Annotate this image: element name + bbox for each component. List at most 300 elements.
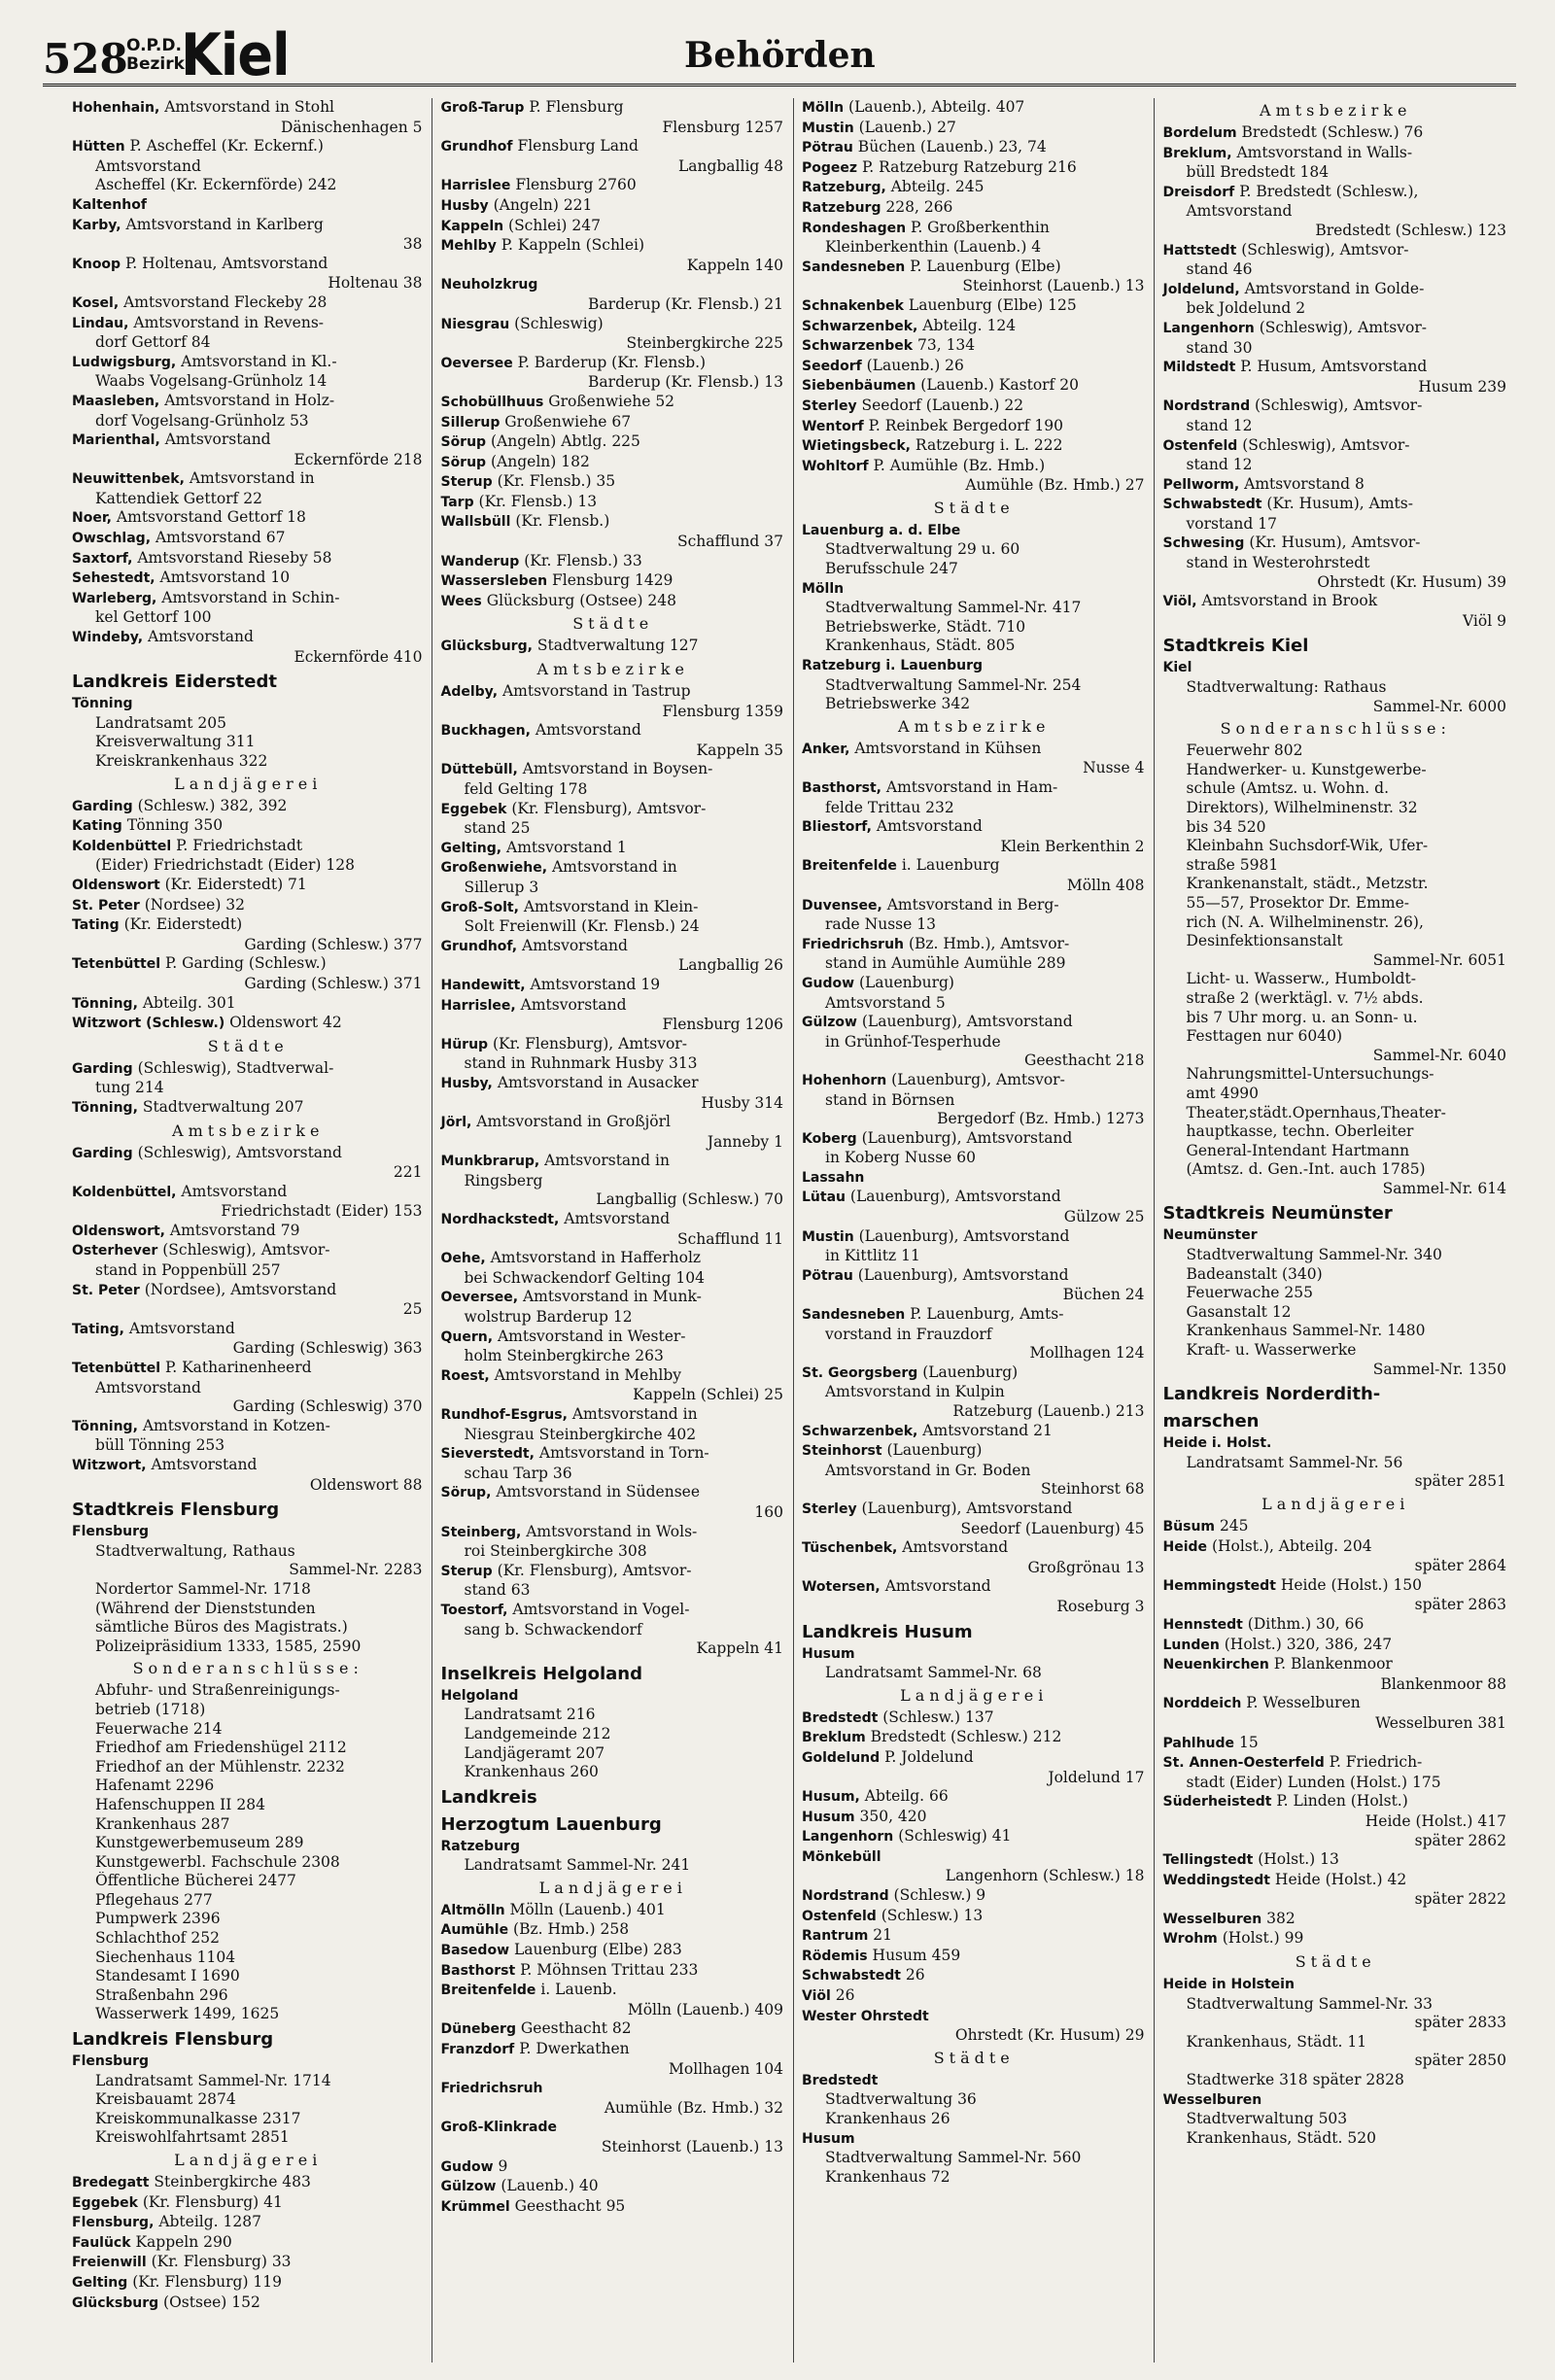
directory-entry: Ringsberg	[464, 1171, 543, 1190]
directory-entry: Landratsamt Sammel-Nr. 68	[824, 1664, 1042, 1682]
directory-entry: Hohenhain, Amtsvorstand in Stohl	[72, 98, 335, 116]
directory-entry: Kunstgewerbemuseum 289	[95, 1834, 304, 1852]
directory-entry: Handewitt, Amtsvorstand 19	[440, 975, 661, 993]
entry-place: Wees	[440, 593, 482, 609]
directory-entry: Tetenbüttel P. Garding (Schlesw.)	[72, 954, 327, 973]
entry-place: Noer,	[72, 510, 112, 527]
entry-place: Wesselburen	[1162, 2091, 1262, 2108]
directory-entry: Pahlhude 15	[1162, 1733, 1259, 1751]
directory-entry: Mölln 408	[1066, 876, 1145, 894]
entry-place: Breklum	[801, 1730, 866, 1746]
directory-entry: Oldenswort (Kr. Eiderstedt) 71	[72, 875, 307, 893]
directory-entry: Anker, Amtsvorstand in Kühsen	[801, 739, 1042, 757]
directory-entry: Klein Berkenthin 2	[1000, 837, 1145, 855]
directory-entry: später 2863	[1414, 1596, 1506, 1614]
entry-place: Viöl	[801, 1988, 831, 2005]
directory-entry: Kating Tönning 350	[72, 816, 224, 835]
entry-place: Neumünster	[1162, 1227, 1258, 1244]
directory-entry: Barderup (Kr. Flensb.) 21	[588, 294, 783, 313]
entry-place: Bliestorf,	[801, 819, 872, 836]
entry-place: Schwarzenbek,	[801, 1423, 918, 1439]
directory-entry: Oeversee P. Barderup (Kr. Flensb.)	[440, 353, 707, 371]
directory-entry: Krankenhaus 260	[464, 1763, 599, 1781]
entry-place: Glücksburg	[72, 2294, 159, 2311]
directory-entry: Steinhorst (Lauenb.) 13	[962, 277, 1145, 295]
entry-place: Ratzeburg,	[801, 180, 886, 196]
directory-entry: Wotersen, Amtsvorstand	[801, 1577, 991, 1596]
directory-entry: Franzdorf P. Dwerkathen	[440, 2040, 630, 2058]
directory-entry: Kreisbauamt 2874	[95, 2090, 236, 2109]
directory-entry: Basedow Lauenburg (Elbe) 283	[440, 1941, 682, 1959]
directory-entry: (Amtsz. d. Gen.-Int. auch 1785)	[1186, 1160, 1426, 1179]
directory-entry: Eggebek (Kr. Flensburg) 41	[72, 2192, 283, 2211]
district-heading: marschen	[1162, 1411, 1260, 1432]
directory-entry: Straßenbahn 296	[95, 1985, 228, 2004]
directory-entry: Mölln (Lauenb.), Abteilg. 407	[801, 98, 1025, 116]
district-heading: Inselkreis Helgoland	[440, 1663, 643, 1684]
directory-entry: Kreiskrankenhaus 322	[95, 752, 268, 770]
directory-entry: Hafenschuppen II 284	[95, 1795, 265, 1813]
directory-entry: Stadtwerke 318 später 2828	[1186, 2071, 1404, 2089]
directory-entry: Schafflund 11	[676, 1229, 783, 1248]
directory-entry: Hafenamt 2296	[95, 1776, 215, 1795]
directory-entry: Landratsamt 216	[464, 1706, 596, 1724]
directory-entry: Noer, Amtsvorstand Gettorf 18	[72, 508, 306, 527]
entry-place: Ostenfeld	[801, 1908, 877, 1924]
directory-entry: Koberg (Lauenburg), Amtsvorstand	[801, 1128, 1073, 1147]
directory-entry: Standesamt I 1690	[95, 1967, 240, 1985]
directory-entry: Neuenkirchen P. Blankenmoor	[1162, 1655, 1393, 1673]
directory-entry: Rödemis Husum 459	[801, 1946, 961, 1964]
directory-entry: Breitenfelde i. Lauenburg	[801, 856, 1000, 875]
entry-place: Schwabstedt	[1162, 497, 1262, 513]
directory-entry: Tönning, Amtsvorstand in Kotzen-	[72, 1416, 330, 1434]
entry-place: Tüschenbek,	[801, 1540, 898, 1557]
directory-entry: stadt (Eider) Lunden (Holst.) 175	[1186, 1773, 1441, 1791]
directory-entry: Garding (Schleswig) 363	[232, 1339, 423, 1358]
entry-place: Sörup	[440, 434, 487, 451]
directory-entry: Niesgrau (Schleswig)	[440, 314, 604, 332]
subsection-heading: Sonderanschlüsse:	[1220, 719, 1451, 739]
entry-place: St. Annen-Oesterfeld	[1162, 1755, 1325, 1772]
directory-entry: Wentorf P. Reinbek Bergedorf 190	[801, 416, 1063, 434]
directory-entry: Ascheffel (Kr. Eckernförde) 242	[95, 176, 337, 194]
entry-place: Bredegatt	[72, 2175, 150, 2190]
directory-entry	[440, 1686, 785, 1707]
directory-entry: bis 34 520	[1186, 817, 1266, 836]
directory-entry: Ostenfeld (Schlesw.) 13	[801, 1906, 984, 1924]
entry-place: Goldelund	[801, 1749, 881, 1766]
entry-place: Hemmingstedt	[1162, 1577, 1276, 1594]
directory-entry: St. Peter (Nordsee), Amtsvorstand	[72, 1280, 337, 1298]
subsection-heading: Städte	[933, 498, 1015, 517]
entry-place: Gülzow	[801, 1015, 857, 1031]
directory-entry: Grundhof, Amtsvorstand	[440, 936, 628, 954]
directory-entry: Koldenbüttel P. Friedrichstadt	[72, 836, 303, 854]
entry-place: Witzwort (Schlesw.)	[72, 1016, 225, 1032]
directory-entry: Viöl 26	[801, 1986, 855, 2005]
directory-entry: Friedhof an der Mühlenstr. 2232	[95, 1757, 345, 1776]
directory-entry: rade Nusse 13	[824, 915, 936, 934]
directory-entry	[440, 2118, 785, 2138]
directory-entry: Gülzow 25	[1063, 1208, 1145, 1226]
directory-entry	[802, 2129, 1147, 2150]
directory-entry: sang b. Schwackendorf	[464, 1620, 642, 1638]
entry-place: Sterup	[440, 474, 493, 491]
directory-entry: Kattendiek Gettorf 22	[95, 489, 262, 507]
directory-entry: stand in Börnsen	[824, 1090, 955, 1109]
directory-entry: Koldenbüttel, Amtsvorstand	[72, 1182, 288, 1200]
entry-place: Koldenbüttel	[72, 838, 172, 854]
entry-place: Oeversee,	[440, 1290, 519, 1306]
directory-entry: Mildstedt P. Husum, Amtsvorstand	[1162, 358, 1428, 376]
entry-place: Basedow	[440, 1943, 510, 1959]
directory-entry: Krankenhaus 287	[95, 1814, 230, 1833]
directory-entry: Hennstedt (Dithm.) 30, 66	[1162, 1614, 1365, 1633]
entry-place: Husum	[801, 1645, 855, 1662]
directory-entry: Breitenfelde i. Lauenb.	[440, 1981, 617, 1999]
entry-place: Rantrum	[801, 1928, 869, 1945]
directory-entry: Langenhorn (Schlesw.) 18	[945, 1867, 1145, 1885]
directory-entry: Sammel-Nr. 6040	[1372, 1046, 1506, 1064]
directory-entry	[802, 579, 1147, 600]
entry-place: Heide i. Holst.	[1162, 1435, 1272, 1452]
directory-entry: Karby, Amtsvorstand in Karlberg	[72, 215, 324, 233]
directory-entry: stand in Westerohrstedt	[1186, 554, 1370, 572]
entry-place: Basthorst	[440, 1962, 516, 1979]
directory-entry: Windeby, Amtsvorstand	[72, 628, 254, 646]
entry-place: Wohltorf	[801, 458, 869, 474]
entry-place: Lunden	[1162, 1637, 1220, 1653]
entry-place: Garding	[72, 798, 133, 814]
directory-entry: Saxtorf, Amtsvorstand Rieseby 58	[72, 548, 332, 567]
entry-place: St. Peter	[72, 1282, 140, 1298]
directory-entry: Witzwort, Amtsvorstand	[72, 1456, 258, 1473]
entry-place: Rondeshagen	[801, 220, 907, 236]
directory-entry: Wasserwerk 1499, 1625	[95, 2005, 280, 2023]
directory-entry: Garding (Schleswig), Stadtverwal-	[72, 1058, 334, 1077]
directory-entry: Basthorst, Amtsvorstand in Ham-	[801, 778, 1058, 796]
entry-place: Kiel	[1162, 660, 1192, 676]
entry-place: Owschlag,	[72, 531, 152, 547]
directory-entry: Schwarzenbek, Amtsvorstand 21	[801, 1421, 1053, 1439]
directory-entry: Büchen 24	[1062, 1286, 1145, 1304]
entry-place: Knoop	[72, 256, 121, 272]
entry-place: Ludwigsburg,	[72, 354, 177, 370]
directory-entry: Munkbrarup, Amtsvorstand in	[440, 1152, 670, 1170]
directory-entry: Eckernförde 410	[294, 647, 423, 666]
directory-entry: Sehestedt, Amtsvorstand 10	[72, 569, 291, 587]
directory-entry: schau Tarp 36	[464, 1464, 572, 1482]
entry-place: Karby,	[72, 217, 121, 233]
entry-place: Ostenfeld	[1162, 437, 1238, 454]
directory-entry: Berufsschule 247	[824, 560, 958, 578]
directory-entry: Hütten P. Ascheffel (Kr. Eckernf.)	[72, 137, 324, 155]
directory-entry: Garding (Schleswig) 370	[232, 1397, 423, 1416]
directory-entry: Krankenhaus 26	[824, 2110, 950, 2127]
directory-entry: Steinberg, Amtsvorstand in Wols-	[440, 1522, 698, 1540]
entry-place: Langenhorn	[1162, 320, 1255, 336]
directory-entry: Wesselburen 382	[1162, 1909, 1296, 1927]
entry-place: Wesselburen	[1162, 1911, 1262, 1927]
directory-entry: 55—57, Prosektor Dr. Emme-	[1186, 893, 1409, 912]
directory-entry: Harrislee, Amtsvorstand	[440, 995, 627, 1014]
entry-place: Seedorf	[801, 358, 862, 374]
directory-entry: Sieverstedt, Amtsvorstand in Torn-	[440, 1444, 709, 1463]
entry-place: Niesgrau	[440, 316, 510, 332]
directory-entry: betrieb (1718)	[95, 1700, 206, 1718]
directory-entry: Bergedorf (Bz. Hmb.) 1273	[937, 1110, 1145, 1128]
directory-entry: Dreisdorf P. Bredstedt (Schlesw.),	[1162, 182, 1419, 200]
entry-place: Neuenkirchen	[1162, 1657, 1269, 1673]
entry-place: Tetenbüttel	[72, 1361, 161, 1377]
directory-entry: (Während der Dienststunden	[95, 1599, 316, 1617]
directory-entry: Marienthal, Amtsvorstand	[72, 431, 271, 449]
directory-entry: Gelting (Kr. Flensburg) 119	[72, 2272, 282, 2291]
directory-entry: Direktors), Wilhelminenstr. 32	[1186, 799, 1418, 816]
directory-entry: Gasanstalt 12	[1186, 1302, 1292, 1321]
entry-place: Langenhorn	[801, 1829, 894, 1845]
entry-place: Mölln	[801, 580, 845, 597]
directory-entry: hauptkasse, techn. Oberleiter	[1186, 1122, 1414, 1141]
entry-place: Heide in Holstein	[1162, 1977, 1295, 1993]
directory-entry: Tating (Kr. Eiderstedt)	[72, 915, 243, 934]
directory-entry: Sammel-Nr. 6051	[1372, 950, 1506, 969]
directory-entry: Hohenhorn (Lauenburg), Amtsvor-	[801, 1070, 1065, 1088]
directory-entry: Stadtverwaltung Sammel-Nr. 417	[824, 599, 1082, 617]
directory-entry: Düneberg Geesthacht 82	[440, 2019, 632, 2038]
directory-entry: später 2851	[1414, 1472, 1506, 1491]
directory-entry: Sterley Seedorf (Lauenb.) 22	[801, 396, 1024, 414]
directory-entry: Buckhagen, Amtsvorstand	[440, 721, 641, 740]
entry-place: Koberg	[801, 1130, 857, 1147]
directory-entry: Ludwigsburg, Amtsvorstand in Kl.-	[72, 352, 337, 370]
directory-entry: Großgrönau 13	[1027, 1558, 1145, 1576]
directory-entry: Siebenbäumen (Lauenb.) Kastorf 20	[801, 376, 1079, 395]
directory-entry: Weddingstedt Heide (Holst.) 42	[1162, 1870, 1407, 1888]
directory-entry: Tellingstedt (Holst.) 13	[1162, 1850, 1339, 1869]
subsection-heading: Landjägerei	[900, 1685, 1049, 1705]
entry-place: Norddeich	[1162, 1696, 1242, 1712]
directory-entry: Krankenhaus, Städt. 520	[1186, 2128, 1376, 2147]
bezirk-text: Bezirk	[126, 54, 185, 74]
directory-entry: Norddeich P. Wesselburen	[1162, 1694, 1361, 1712]
directory-entry: Licht- u. Wasserw., Humboldt-	[1186, 970, 1416, 988]
entry-place: Garding	[72, 1060, 133, 1077]
directory-entry: Stadtverwaltung 503	[1186, 2110, 1348, 2128]
directory-entry: Schwabstedt 26	[801, 1966, 925, 1984]
directory-entry: Mustin (Lauenb.) 27	[801, 118, 956, 136]
entry-place: Oeversee	[440, 355, 513, 371]
directory-entry	[72, 1522, 424, 1542]
directory-entry: Steinhorst (Lauenburg)	[801, 1441, 983, 1460]
entry-place: Tönning,	[72, 1418, 138, 1434]
entry-place: Pötrau	[801, 140, 853, 156]
directory-entry: stand in Poppenbüll 257	[95, 1261, 281, 1280]
directory-entry: stand in Aumühle Aumühle 289	[824, 954, 1066, 973]
entry-place: Wester Ohrstedt	[801, 2008, 929, 2024]
entry-place: Windeby,	[72, 630, 144, 646]
directory-entry: Wassersleben Flensburg 1429	[440, 571, 674, 590]
directory-entry: Kleinberkenthin (Lauenb.) 4	[824, 238, 1042, 257]
columns	[43, 98, 1516, 2363]
directory-entry: Kraft- u. Wasserwerke	[1186, 1341, 1357, 1360]
directory-entry: Flensburg 1206	[662, 1016, 783, 1034]
entry-place: Tönning,	[72, 1099, 138, 1116]
directory-entry: Viöl, Amtsvorstand in Brook	[1162, 592, 1378, 610]
directory-entry: Feuerwehr 802	[1186, 742, 1303, 760]
entry-place: Krümmel	[440, 2198, 510, 2215]
subsection-heading: Landjägerei	[1261, 1495, 1410, 1513]
entry-place: Joldelund,	[1162, 281, 1240, 297]
directory-entry: Amtsvorstand in Gr. Boden	[824, 1461, 1031, 1479]
directory-entry: Kappeln 140	[686, 256, 783, 274]
entry-place: Basthorst,	[801, 780, 881, 796]
directory-entry: sämtliche Büros des Magistrats.)	[95, 1618, 348, 1637]
directory-entry: Duvensee, Amtsvorstand in Berg-	[801, 895, 1059, 914]
directory-entry: St. Georgsberg (Lauenburg)	[801, 1362, 1019, 1381]
directory-entry: Bliestorf, Amtsvorstand	[801, 817, 983, 836]
directory-entry: 38	[402, 235, 423, 254]
entry-place: Tönning	[72, 696, 133, 712]
subsection-heading: Landjägerei	[538, 1878, 687, 1897]
entry-place: Ratzeburg	[801, 199, 881, 216]
directory-entry: Groß-Solt, Amtsvorstand in Klein-	[440, 897, 699, 915]
directory-entry: 221	[393, 1163, 423, 1182]
subsection-heading: Amtsbezirke	[172, 1121, 325, 1140]
entry-place: Glücksburg,	[440, 638, 533, 655]
entry-place: Tating,	[72, 1321, 124, 1337]
directory-entry: Knoop P. Holtenau, Amtsvorstand	[72, 254, 328, 272]
entry-place: Nordstrand	[1162, 398, 1251, 415]
directory-entry: Maasleben, Amtsvorstand in Holz-	[72, 391, 335, 409]
district-heading: Landkreis	[440, 1786, 537, 1808]
entry-place: Mildstedt	[1162, 360, 1236, 376]
directory-entry: Bordelum Bredstedt (Schlesw.) 76	[1162, 123, 1424, 141]
directory-entry: Nordertor Sammel-Nr. 1718	[95, 1579, 311, 1598]
directory-entry: Kosel, Amtsvorstand Fleckeby 28	[72, 293, 328, 311]
entry-place: Viöl,	[1162, 594, 1197, 610]
district-heading: Landkreis Eiderstedt	[72, 672, 277, 693]
entry-place: Osterhever	[72, 1243, 158, 1259]
entry-place: Düneberg	[440, 2021, 516, 2038]
directory-entry	[1162, 1225, 1508, 1246]
directory-entry: Krankenanstalt, städt., Metzstr.	[1186, 875, 1429, 893]
district-heading: Stadtkreis Kiel	[1162, 636, 1309, 657]
directory-entry: Ratzeburg 228, 266	[801, 197, 953, 216]
entry-place: Pogeez	[801, 159, 858, 176]
entry-place: Rödemis	[801, 1948, 868, 1964]
entry-place: Gelting,	[440, 840, 502, 856]
entry-place: Groß-Klinkrade	[440, 2120, 557, 2136]
directory-entry: Witzwort (Schlesw.) Oldenswort 42	[72, 1014, 342, 1032]
directory-entry: Abfuhr- und Straßenreinigungs-	[95, 1681, 340, 1700]
entry-place: Rundhof-Esgrus,	[440, 1407, 568, 1423]
entry-place: Faulück	[72, 2234, 131, 2251]
directory-entry: Tüschenbek, Amtsvorstand	[801, 1538, 1009, 1557]
directory-entry: Harrislee Flensburg 2760	[440, 176, 637, 194]
directory-entry: Betriebswerke, Städt. 710	[824, 617, 1026, 636]
directory-entry	[72, 694, 424, 714]
entry-place: Wanderup	[440, 553, 520, 569]
entry-place: Düttebüll,	[440, 762, 518, 778]
entry-place: Grundhof	[440, 139, 513, 155]
entry-place: Helgoland	[440, 1687, 519, 1704]
opd-label	[126, 37, 185, 74]
entry-place: Steinberg,	[440, 1524, 522, 1540]
directory-entry: Jörl, Amtsvorstand in Großjörl	[440, 1113, 671, 1131]
entry-place: Anker,	[801, 741, 850, 757]
directory-entry: Großenwiehe, Amtsvorstand in	[440, 858, 677, 877]
directory-entry: Stadtverwaltung Sammel-Nr. 33	[1186, 1994, 1434, 2013]
directory-entry: Betriebswerke 342	[824, 695, 971, 713]
entry-place: Sterley	[801, 1500, 857, 1517]
directory-entry: Hattstedt (Schleswig), Amtsvor-	[1162, 240, 1409, 259]
directory-entry: Neuwittenbek, Amtsvorstand in	[72, 469, 315, 488]
directory-entry: Amtsvorstand	[95, 1378, 201, 1397]
directory-entry: Sandesneben P. Lauenburg (Elbe)	[801, 257, 1061, 275]
directory-entry: Freienwill (Kr. Flensburg) 33	[72, 2253, 292, 2271]
directory-entry: roi Steinbergkirche 308	[464, 1542, 647, 1561]
directory-entry: Desinfektionsanstalt	[1186, 932, 1343, 950]
section-title: Behörden	[684, 35, 876, 76]
directory-entry: später 2822	[1414, 1890, 1506, 1909]
directory-entry: Husby, Amtsvorstand in Ausacker	[440, 1073, 699, 1091]
directory-entry: Amtsvorstand	[95, 156, 201, 175]
directory-entry: Husby 314	[701, 1093, 783, 1112]
entry-place: Eggebek	[440, 801, 507, 817]
directory-entry: Eggebek (Kr. Flensburg), Amtsvor-	[440, 799, 707, 817]
directory-entry: kel Gettorf 100	[95, 608, 212, 627]
subsection-heading: Amtsbezirke	[1260, 101, 1412, 120]
entry-place: Husum	[801, 2130, 855, 2147]
directory-entry: büll Bredstedt 184	[1186, 163, 1330, 182]
directory-entry: Tönning, Stadtverwaltung 207	[72, 1097, 304, 1116]
directory-entry: Kappeln 35	[696, 741, 783, 759]
entry-place: Lindau,	[72, 315, 129, 331]
directory-entry: Sörup (Angeln) Abtlg. 225	[440, 432, 640, 451]
directory-entry	[802, 1644, 1147, 1665]
directory-entry: Wanderup (Kr. Flensb.) 33	[440, 551, 642, 569]
entry-place: Breitenfelde	[801, 858, 897, 875]
directory-entry: Nahrungsmittel-Untersuchungs-	[1186, 1065, 1434, 1084]
directory-entry: Husum 350, 420	[801, 1807, 927, 1825]
entry-place: Franzdorf	[440, 2042, 515, 2058]
directory-entry: stand 12	[1186, 456, 1253, 474]
directory-entry: Schnakenbek Lauenburg (Elbe) 125	[801, 295, 1077, 314]
directory-entry: Pötrau (Lauenburg), Amtsvorstand	[801, 1265, 1069, 1284]
directory-entry: Siechenhaus 1104	[95, 1948, 236, 1966]
directory-entry	[440, 275, 785, 295]
directory-entry: stand in Ruhnmark Husby 313	[464, 1054, 698, 1073]
directory-entry: Lunden (Holst.) 320, 386, 247	[1162, 1635, 1393, 1653]
directory-entry: 160	[754, 1502, 783, 1521]
entry-place: St. Georgsberg	[801, 1364, 918, 1381]
directory-entry: Mollhagen 124	[1029, 1344, 1145, 1362]
subsection-heading: Amtsbezirke	[536, 660, 689, 679]
entry-place: Weddingstedt	[1162, 1872, 1270, 1888]
entry-place: Groß-Tarup	[440, 100, 525, 116]
entry-place: Siebenbäumen	[801, 378, 916, 395]
directory-entry: amt 4990	[1186, 1084, 1260, 1102]
entry-place: Großenwiehe,	[440, 860, 548, 877]
district-heading: Landkreis Flensburg	[72, 2029, 274, 2051]
entry-place: Wietingsbeck,	[801, 438, 911, 455]
directory-entry: tung 214	[95, 1079, 164, 1097]
entry-place: Saxtorf,	[72, 550, 133, 567]
directory-entry: Sörup (Angeln) 182	[440, 452, 590, 470]
column-4	[1155, 98, 1516, 2363]
